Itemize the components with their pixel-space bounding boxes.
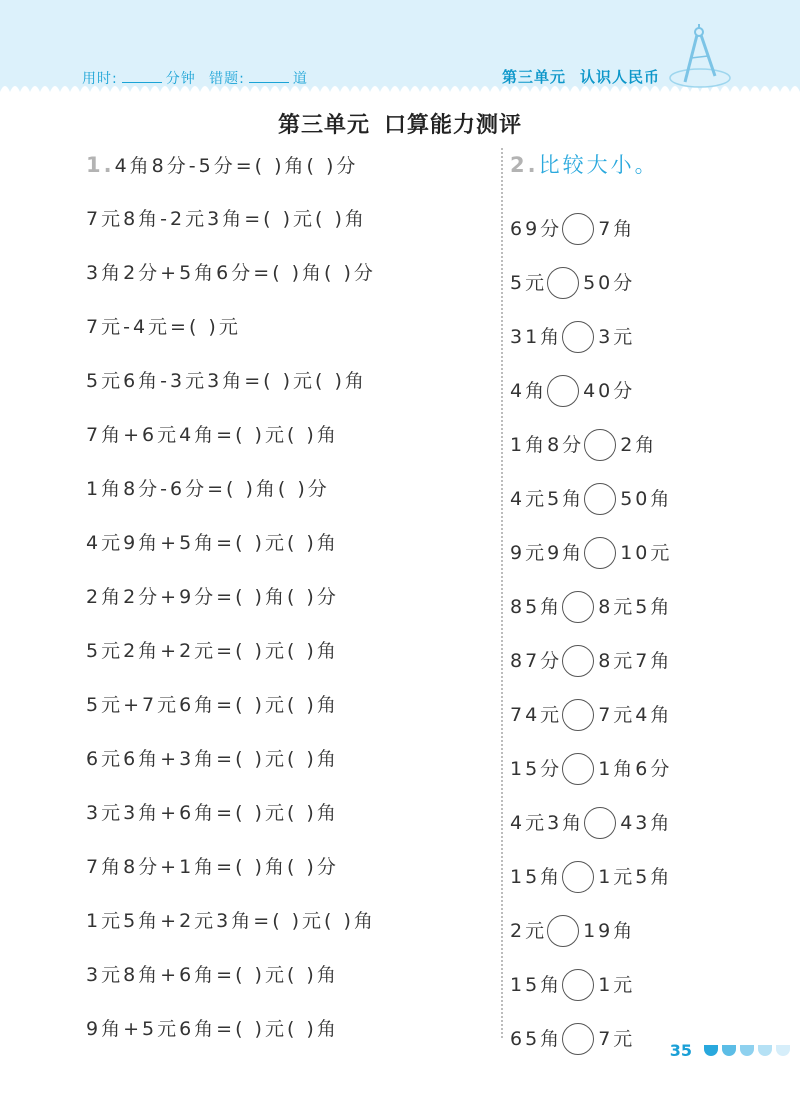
compare-left: 31角 [510, 326, 563, 348]
compare-answer-circle[interactable] [562, 969, 594, 1001]
problem-row [86, 526, 496, 580]
problem-row [86, 958, 496, 1012]
footer-dot [758, 1045, 772, 1056]
compare-left: 4角 [510, 380, 548, 402]
time-unit: 分钟 [165, 71, 196, 87]
compare-answer-circle[interactable] [562, 699, 594, 731]
compare-row [510, 580, 790, 634]
compare-answer-circle[interactable] [562, 591, 594, 623]
compare-right: 1角6分 [598, 758, 673, 780]
compare-answer-circle[interactable] [584, 807, 616, 839]
compare-left: 4元5角 [510, 488, 585, 510]
compare-row [510, 526, 790, 580]
compare-right: 50分 [583, 272, 636, 294]
problem-row [86, 634, 496, 688]
compare-row [510, 742, 790, 796]
problem-text: 5元2角+2元=( )元( )角 [86, 640, 339, 662]
compare-right: 7元 [598, 1028, 636, 1050]
compare-answer-circle[interactable] [547, 915, 579, 947]
compare-right: 8元5角 [598, 596, 673, 618]
error-label: 错题: [209, 71, 245, 87]
problem-row [86, 202, 496, 256]
problem-text: 7元-4元=( )元 [86, 316, 241, 338]
section-2-heading [510, 148, 790, 202]
problem-row [86, 742, 496, 796]
problem-row [86, 472, 496, 526]
problem-text: 7元8角-2元3角=( )元( )角 [86, 208, 367, 230]
compare-right: 50角 [620, 488, 673, 510]
problem-text: 4元9角+5角=( )元( )角 [86, 532, 339, 554]
compare-right: 10元 [620, 542, 673, 564]
compare-right: 1元 [598, 974, 636, 996]
problem-text: 9角+5元6角=( )元( )角 [86, 1018, 339, 1040]
problem-row [86, 418, 496, 472]
problem-text: 3角2分+5角6分=( )角( )分 [86, 262, 376, 284]
compare-right: 40分 [583, 380, 636, 402]
error-unit: 道 [292, 71, 308, 87]
compare-row [510, 796, 790, 850]
compare-answer-circle[interactable] [562, 321, 594, 353]
problem-row [86, 904, 496, 958]
column-divider [501, 148, 503, 1038]
compare-row [510, 364, 790, 418]
compare-answer-circle[interactable] [562, 753, 594, 785]
compare-answer-circle[interactable] [562, 861, 594, 893]
compare-answer-circle[interactable] [562, 213, 594, 245]
title-text: 口算能力测评 [384, 113, 523, 138]
compare-answer-circle[interactable] [547, 267, 579, 299]
compare-row [510, 418, 790, 472]
compare-left: 85角 [510, 596, 563, 618]
problem-row [86, 256, 496, 310]
problem-row [86, 850, 496, 904]
page-header [0, 0, 800, 100]
problem-text: 5元6角-3元3角=( )元( )角 [86, 370, 367, 392]
compare-left: 9元9角 [510, 542, 585, 564]
compare-left: 74元 [510, 704, 563, 726]
problem-row [86, 796, 496, 850]
topic-label: 认识人民币 [579, 68, 660, 86]
compare-right: 7元4角 [598, 704, 673, 726]
problem-text: 7角8分+1角=( )角( )分 [86, 856, 339, 878]
compare-right: 7角 [598, 218, 636, 240]
section-1-mental-arithmetic [86, 148, 496, 1066]
compare-row [510, 202, 790, 256]
compare-row [510, 256, 790, 310]
section-2-title: 比较大小。 [538, 153, 659, 177]
problem-text: 1角8分-6分=( )角( )分 [86, 478, 330, 500]
section-2-list [510, 202, 790, 1066]
compass-icon [665, 20, 735, 90]
compare-answer-circle[interactable] [562, 645, 594, 677]
compare-answer-circle[interactable] [584, 537, 616, 569]
error-blank[interactable] [249, 70, 289, 83]
problem-row [86, 580, 496, 634]
time-error-record [82, 68, 308, 88]
compare-row [510, 310, 790, 364]
time-blank[interactable] [122, 70, 162, 83]
compare-row [510, 904, 790, 958]
footer-dot [722, 1045, 736, 1056]
compare-left: 65角 [510, 1028, 563, 1050]
problem-text: 6元6角+3角=( )元( )角 [86, 748, 339, 770]
compare-left: 15角 [510, 974, 563, 996]
page-footer [670, 1041, 790, 1060]
page-number: 35 [669, 1041, 692, 1060]
compare-right: 19角 [583, 920, 636, 942]
problem-text: 4角8分-5分=( )角( )分 [114, 155, 359, 177]
problem-text: 7角+6元4角=( )元( )角 [86, 424, 339, 446]
compare-answer-circle[interactable] [547, 375, 579, 407]
problem-row [86, 1012, 496, 1066]
compare-answer-circle[interactable] [584, 429, 616, 461]
compare-left: 87分 [510, 650, 563, 672]
unit-label: 第三单元 [501, 68, 566, 86]
compare-row [510, 850, 790, 904]
compare-left: 15角 [510, 866, 563, 888]
problem-text: 2角2分+9分=( )角( )分 [86, 586, 339, 608]
section-1-list [86, 148, 496, 1066]
compare-right: 2角 [620, 434, 658, 456]
problem-row [86, 310, 496, 364]
footer-dot [704, 1045, 718, 1056]
compare-row [510, 688, 790, 742]
footer-dots [700, 1045, 790, 1056]
section-1-number: 1. [86, 153, 115, 177]
compare-left: 1角8分 [510, 434, 585, 456]
compare-answer-circle[interactable] [584, 483, 616, 515]
compare-row [510, 472, 790, 526]
footer-dot [776, 1045, 790, 1056]
problem-text: 3元8角+6角=( )元( )角 [86, 964, 339, 986]
problem-text: 5元+7元6角=( )元( )角 [86, 694, 339, 716]
problem-row [86, 688, 496, 742]
problem-text: 3元3角+6角=( )元( )角 [86, 802, 339, 824]
problem-row [86, 148, 496, 202]
title-unit: 第三单元 [277, 113, 370, 138]
compare-right: 3元 [598, 326, 636, 348]
compare-right: 43角 [620, 812, 673, 834]
compare-left: 4元3角 [510, 812, 585, 834]
section-2-number: 2. [510, 153, 539, 177]
compare-left: 15分 [510, 758, 563, 780]
problem-row [86, 364, 496, 418]
compare-right: 1元5角 [598, 866, 673, 888]
compare-left: 69分 [510, 218, 563, 240]
compare-left: 5元 [510, 272, 548, 294]
unit-tag [502, 66, 660, 87]
time-label: 用时: [82, 71, 118, 87]
footer-dot [740, 1045, 754, 1056]
compare-answer-circle[interactable] [562, 1023, 594, 1055]
problem-text: 1元5角+2元3角=( )元( )角 [86, 910, 376, 932]
compare-row [510, 634, 790, 688]
section-2-compare [510, 148, 790, 1066]
compare-right: 8元7角 [598, 650, 673, 672]
compare-left: 2元 [510, 920, 548, 942]
page-title [0, 108, 800, 139]
compare-row [510, 958, 790, 1012]
